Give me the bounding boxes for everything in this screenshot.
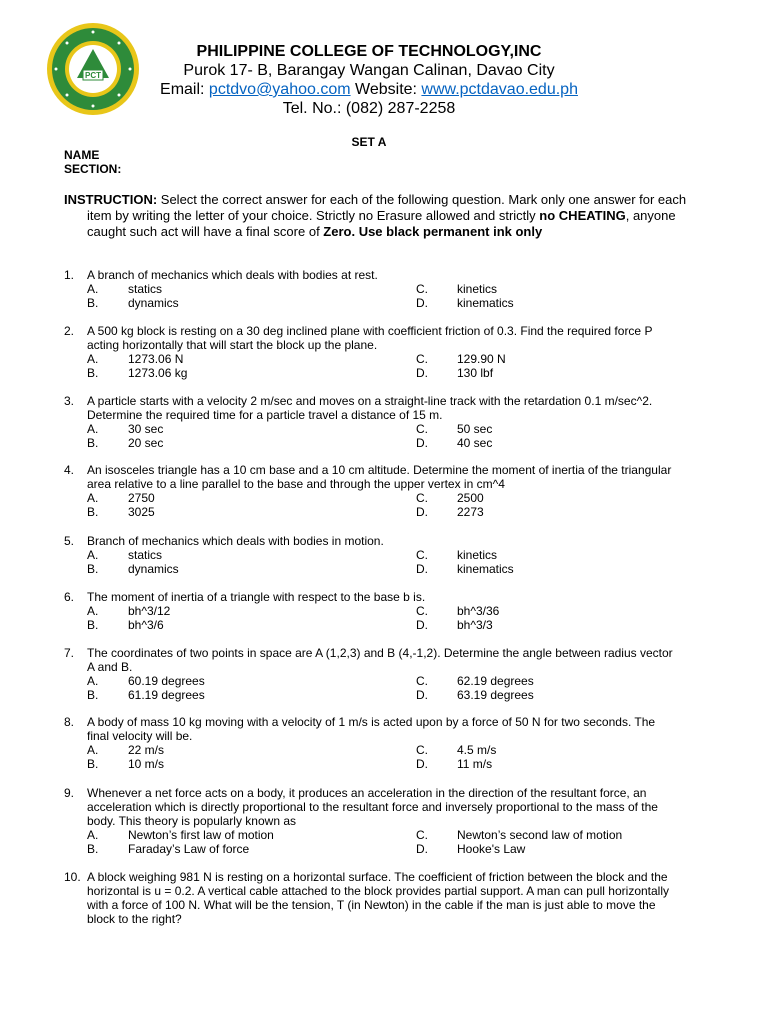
question-text: Branch of mechanics which deals with bodies in motion. [87, 534, 384, 548]
name-label: NAME [64, 148, 100, 162]
answer-choices [64, 282, 684, 310]
option-letter: A. [87, 828, 99, 842]
option-value: kinetics [457, 282, 498, 296]
email-link[interactable]: pctdvo@yahoo.com [208, 81, 351, 98]
option-letter: B. [87, 618, 99, 632]
option-value: 50 sec [457, 422, 493, 436]
option-letter: A. [87, 491, 99, 505]
option-value: dynamics [128, 296, 179, 310]
question-text: The moment of inertia of a triangle with respect to the base b is. [87, 590, 426, 604]
question-number: 4. [64, 463, 75, 477]
instruction-no-cheating: no CHEATING [539, 208, 626, 223]
option-letter: A. [87, 422, 99, 436]
option-value: statics [128, 548, 163, 562]
set-label: SET A [351, 135, 387, 149]
option-letter: C. [416, 828, 428, 842]
option-value: 130 lbf [457, 366, 494, 380]
answer-choices [64, 491, 684, 519]
question-item [64, 590, 684, 632]
question-item [64, 324, 684, 380]
option-value: 40 sec [457, 436, 493, 450]
question-number: 10. [64, 870, 81, 884]
question-item [64, 786, 684, 856]
option-value: 2750 [128, 491, 155, 505]
option-letter: B. [87, 757, 99, 771]
option-letter: B. [87, 436, 99, 450]
email-label: Email: [160, 81, 209, 98]
option-value: 11 m/s [457, 757, 493, 771]
option-letter: A. [87, 282, 99, 296]
question-text: Whenever a net force acts on a body, it produces an acceleration in the direction of the resultant force, an acceleration which is directly proportional to the resultant force and inversely proportional to the mass of the body. This theory is popularly known as [87, 786, 658, 828]
question-item [64, 870, 684, 926]
option-value: 2500 [457, 491, 484, 505]
option-letter: D. [416, 505, 428, 519]
option-value: 4.5 m/s [457, 743, 497, 757]
option-letter: D. [416, 688, 428, 702]
option-value: dynamics [128, 562, 179, 576]
option-value: Newton’s second law of motion [457, 828, 623, 842]
question-number: 9. [64, 786, 75, 800]
option-letter: C. [416, 743, 428, 757]
option-letter: B. [87, 505, 99, 519]
option-value: kinetics [457, 548, 498, 562]
question-item [64, 715, 684, 771]
question-number: 5. [64, 534, 75, 548]
option-value: 1273.06 N [128, 352, 184, 366]
option-letter: A. [87, 743, 99, 757]
option-letter: A. [87, 604, 99, 618]
option-value: Hooke's Law [457, 842, 526, 856]
question-text: An isosceles triangle has a 10 cm base and a 10 cm altitude. Determine the moment of inertia of the triangular area relative to a line parallel to the base and through the upper vertex in cm^4 [87, 463, 672, 491]
option-letter: D. [416, 366, 428, 380]
option-letter: C. [416, 422, 428, 436]
question-number: 2. [64, 324, 75, 338]
question-number: 3. [64, 394, 75, 408]
option-value: 63.19 degrees [457, 688, 534, 702]
answer-choices [64, 422, 684, 450]
logo-center-text: PCT [85, 71, 101, 80]
option-letter: B. [87, 688, 99, 702]
option-value: 61.19 degrees [128, 688, 205, 702]
option-letter: C. [416, 352, 428, 366]
option-letter: D. [416, 842, 428, 856]
question-number: 8. [64, 715, 75, 729]
question-text: A body of mass 10 kg moving with a velocity of 1 m/s is acted upon by a force of 50 N for two seconds. The final velocity will be. [87, 715, 656, 743]
option-value: bh^3/6 [128, 618, 164, 632]
answer-choices [64, 352, 684, 380]
option-value: 20 sec [128, 436, 164, 450]
question-text: The coordinates of two points in space are A (1,2,3) and B (4,-1,2). Determine the angle between radius vector A and B. [87, 646, 673, 674]
option-value: 10 m/s [128, 757, 165, 771]
option-value: 62.19 degrees [457, 674, 534, 688]
question-item [64, 463, 684, 519]
website-label: Website: [350, 81, 422, 98]
option-letter: C. [416, 282, 428, 296]
option-letter: B. [87, 366, 99, 380]
question-item [64, 534, 684, 576]
instruction-text-2: , anyone caught such act will have a final score of [87, 208, 676, 239]
instruction-paragraph [64, 192, 699, 240]
option-letter: D. [416, 436, 428, 450]
letterhead [140, 42, 598, 118]
answer-choices [64, 828, 684, 856]
question-text: A block weighing 981 N is resting on a horizontal surface. The coefficient of friction between the block and the horizontal is u = 0.2. A vertical cable attached to the block provides partial support. A man can pull horizontally with a force of 100 N. What will be the tension, T (in Newton) in the cable if the man is just able to move the block to the right? [87, 870, 670, 926]
option-letter: C. [416, 491, 428, 505]
option-letter: B. [87, 296, 99, 310]
answer-choices [64, 604, 684, 632]
option-value: statics [128, 282, 163, 296]
question-text: A 500 kg block is resting on a 30 deg inclined plane with coefficient friction of 0.3. Find the required force P acting horizontally that will start the block up the plane. [87, 324, 653, 352]
question-text: A branch of mechanics which deals with bodies at rest. [87, 268, 378, 282]
option-letter: D. [416, 618, 428, 632]
telephone: Tel. No.: (082) 287-2258 [282, 100, 456, 117]
question-item [64, 268, 684, 310]
college-seal-logo [46, 22, 140, 116]
answer-choices [64, 743, 684, 771]
option-letter: A. [87, 352, 99, 366]
answer-choices [64, 548, 684, 576]
option-letter: D. [416, 757, 428, 771]
option-value: Newton’s first law of motion [128, 828, 274, 842]
option-value: 60.19 degrees [128, 674, 205, 688]
option-letter: A. [87, 674, 99, 688]
option-letter: D. [416, 296, 428, 310]
option-value: 2273 [457, 505, 484, 519]
option-value: kinematics [457, 562, 514, 576]
option-letter: B. [87, 842, 99, 856]
option-letter: C. [416, 604, 428, 618]
section-label: SECTION: [64, 162, 122, 176]
option-value: 129.90 N [457, 352, 506, 366]
instruction-text-1: Select the correct answer for each of the following question. Mark only one answer for each item by writing the letter of your choice. Strictly no Erasure allowed and strictly [87, 192, 687, 223]
option-letter: C. [416, 674, 428, 688]
option-value: 1273.06 kg [128, 366, 188, 380]
question-text: A particle starts with a velocity 2 m/sec and moves on a straight-line track with the retardation 0.1 m/sec^2. Determine the required time for a particle travel a distance of 15 m. [87, 394, 653, 422]
option-value: 30 sec [128, 422, 164, 436]
option-value: Faraday’s Law of force [128, 842, 250, 856]
instruction-lead: INSTRUCTION: [64, 192, 158, 207]
option-letter: D. [416, 562, 428, 576]
question-number: 6. [64, 590, 75, 604]
website-link[interactable]: www.pctdavao.edu.ph [421, 81, 578, 98]
question-item [64, 646, 684, 702]
option-value: bh^3/3 [457, 618, 493, 632]
answer-choices [64, 674, 684, 702]
question-number: 7. [64, 646, 75, 660]
college-name: PHILIPPINE COLLEGE OF TECHNOLOGY,INC [196, 43, 542, 60]
instruction-ink-note: Zero. Use black permanent ink only [323, 224, 543, 239]
option-value: bh^3/12 [128, 604, 171, 618]
question-item [64, 394, 684, 450]
option-value: 3025 [128, 505, 155, 519]
option-letter: A. [87, 548, 99, 562]
question-number: 1. [64, 268, 75, 282]
option-value: kinematics [457, 296, 514, 310]
option-value: bh^3/36 [457, 604, 500, 618]
option-letter: B. [87, 562, 99, 576]
option-value: 22 m/s [128, 743, 165, 757]
option-letter: C. [416, 548, 428, 562]
contact-line [140, 80, 598, 99]
college-address: Purok 17- B, Barangay Wangan Calinan, Davao City [183, 62, 555, 79]
